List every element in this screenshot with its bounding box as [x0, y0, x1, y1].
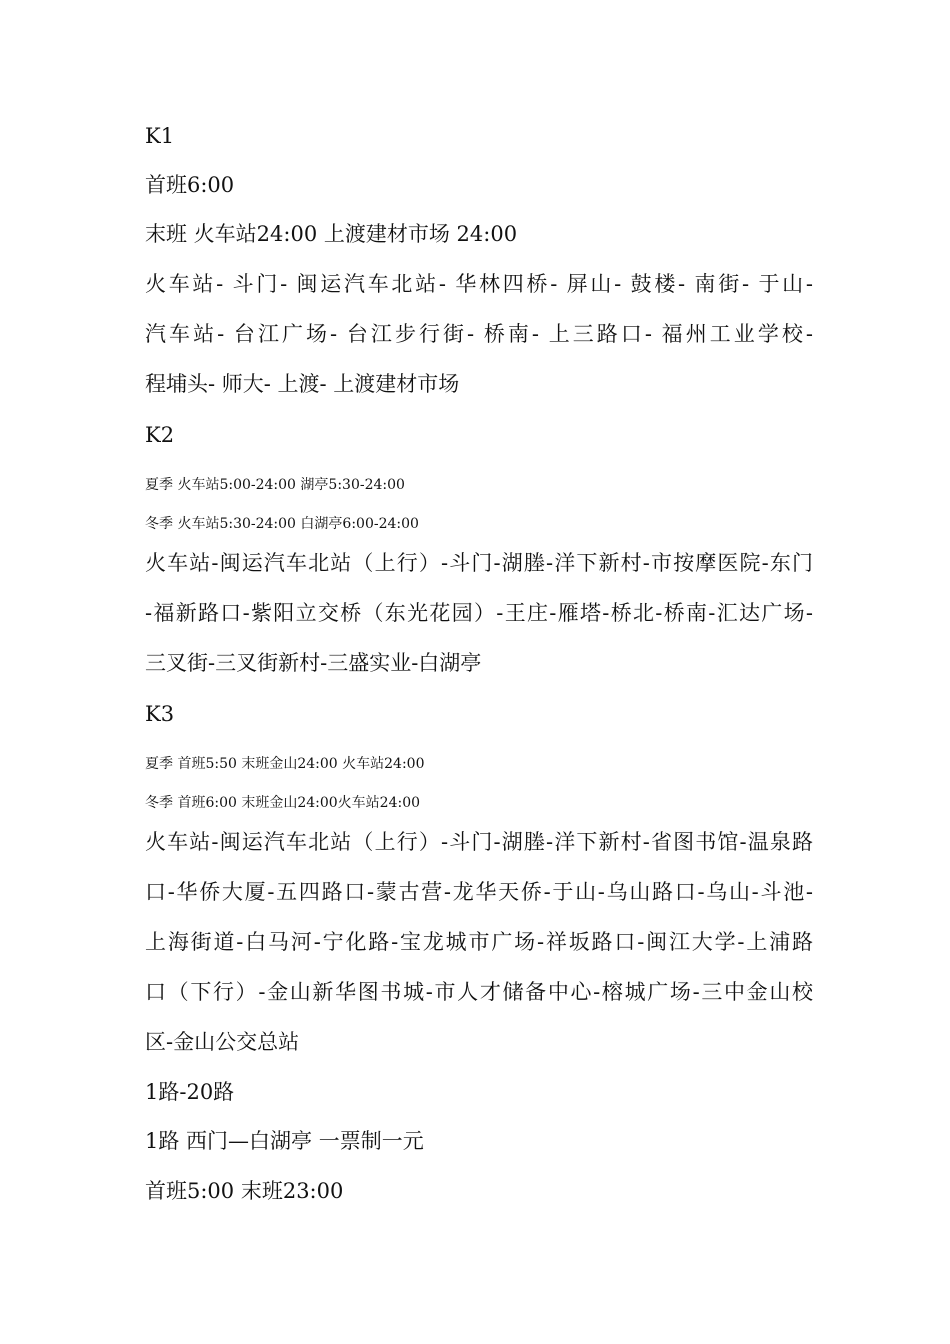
k1-last-bus: 末班 火车站24:00 上渡建材市场 24:00	[145, 222, 518, 246]
k2-title: K2	[145, 423, 175, 447]
k3-route-line-2: 口-华侨大厦-五四路口-蒙古营-龙华天侨-于山-乌山路口-乌山-斗池-	[145, 880, 813, 904]
k2-winter-schedule: 冬季 火车站5:30-24:00 白湖亭6:00-24:00	[145, 516, 419, 532]
route-1-title: 1路 西门—白湖亭 一票制一元	[145, 1129, 424, 1153]
section-heading: 1路-20路	[145, 1080, 235, 1104]
k1-route-line-2: 汽车站- 台江广场- 台江步行街- 桥南- 上三路口- 福州工业学校-	[145, 322, 813, 346]
k3-winter-schedule: 冬季 首班6:00 末班金山24:00火车站24:00	[145, 795, 421, 811]
k1-route-line-1: 火车站- 斗门- 闽运汽车北站- 华林四桥- 屏山- 鼓楼- 南街- 于山-	[145, 272, 813, 296]
k1-title: K1	[145, 124, 175, 148]
k1-first-bus: 首班6:00	[145, 173, 235, 197]
k1-route-line-3: 程埔头- 师大- 上渡- 上渡建材市场	[145, 372, 460, 396]
k3-title: K3	[145, 702, 175, 726]
k3-route-line-5: 区-金山公交总站	[145, 1030, 300, 1054]
route-1-times: 首班5:00 末班23:00	[145, 1179, 344, 1203]
k2-route-line-1: 火车站-闽运汽车北站（上行）-斗门-湖塍-洋下新村-市按摩医院-东门	[145, 551, 813, 575]
k2-summer-schedule: 夏季 火车站5:00-24:00 湖亭5:30-24:00	[145, 477, 405, 493]
k3-summer-schedule: 夏季 首班5:50 末班金山24:00 火车站24:00	[145, 756, 425, 772]
k3-route-line-4: 口（下行）-金山新华图书城-市人才储备中心-榕城广场-三中金山校	[145, 980, 813, 1004]
k3-route-line-1: 火车站-闽运汽车北站（上行）-斗门-湖塍-洋下新村-省图书馆-温泉路	[145, 830, 813, 854]
k2-route-line-2: -福新路口-紫阳立交桥（东光花园）-王庄-雁塔-桥北-桥南-汇达广场-	[145, 601, 813, 625]
k3-route-line-3: 上海街道-白马河-宁化路-宝龙城市广场-祥坂路口-闽江大学-上浦路	[145, 930, 813, 954]
k2-route-line-3: 三叉街-三叉街新村-三盛实业-白湖亭	[145, 651, 482, 675]
